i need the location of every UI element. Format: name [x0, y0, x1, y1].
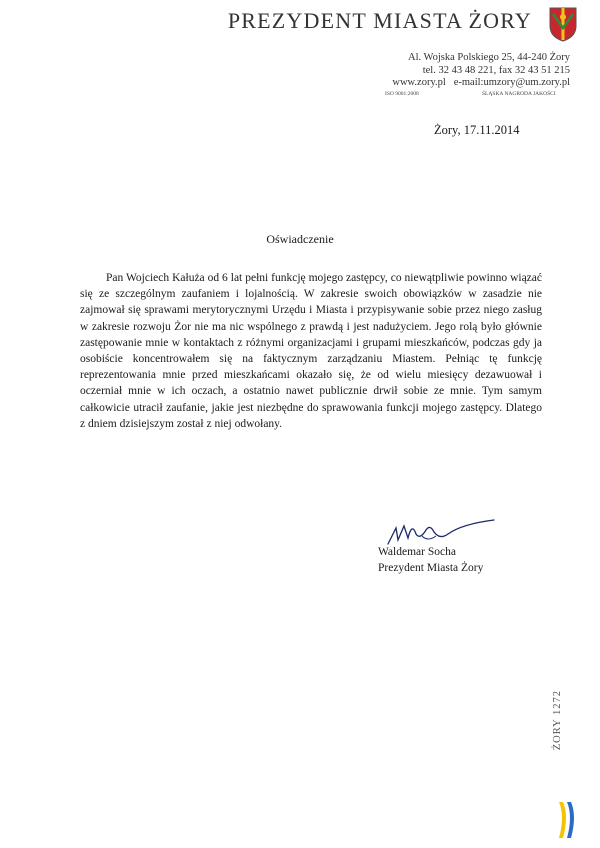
letter-date: Żory, 17.11.2014 — [434, 123, 520, 137]
city-crest-icon — [548, 6, 578, 42]
city-stamp — [552, 690, 572, 800]
letter-paragraph: Pan Wojciech Kałuża od 6 lat pełni funkcję mojego zastępcy, co niewątpliwie powinno wiązać się ze szczególnym zaufaniem i lojalnością. W zakresie swoich obowiązków w zasadzie nie zajmował się sprawami merytorycznymi Urzędu i Miasta i przypisywanie sobie przez niego zasług w zakresie rozwoju Żor nie ma nic wspólnego z prawdą i jest nadużyciem. Jego rolą było głównie zastępowanie mnie w kontaktach z różnymi organizacjami i grupami mieszkańców, podczas gdy ja osobiście koncentrowałem się na faktycznym zarządzaniu Miastem. Pełniąc tę funkcję reprezentowania mnie przed mieszkańcami okazało się, że od wielu miesięcy dezawuował i oczerniał mnie w ich oczach, a ostatnio nawet publicznie drwił sobie ze mnie. Tym samym całkowicie utracił zaufanie, jakie jest niezbędne do sprawowania funkcji mojego zastępcy. Dlatego z dniem dzisiejszym został z niej odwołany. — [80, 272, 542, 430]
letterhead-title: PREZYDENT MIASTA ŻORY — [227, 8, 532, 33]
signatory-name: Waldemar Socha — [378, 546, 456, 558]
letterhead-phone: tel. 32 43 48 221, fax 32 43 51 215 — [422, 64, 570, 76]
award-note: ŚLĄSKA NAGRODA JAKOŚCI — [482, 91, 556, 97]
letter-body — [80, 270, 542, 432]
signatory-title: Prezydent Miasta Żory — [378, 562, 484, 574]
city-logo-icon — [555, 800, 581, 840]
letterhead-web-email — [392, 77, 570, 90]
signatory-block — [378, 544, 483, 576]
letterhead-website[interactable]: www.zory.pl — [392, 77, 446, 88]
city-stamp-text: ŻORY 1272 — [552, 690, 563, 751]
letterhead-address-block — [392, 52, 570, 90]
iso-note: ISO 9001:2008 — [385, 91, 419, 97]
letter-heading: Oświadczenie — [266, 232, 334, 246]
letterhead-address: Al. Wojska Polskiego 25, 44-240 Żory — [408, 52, 570, 63]
letterhead-email[interactable]: e-mail:umzory@um.zory.pl — [453, 77, 570, 88]
